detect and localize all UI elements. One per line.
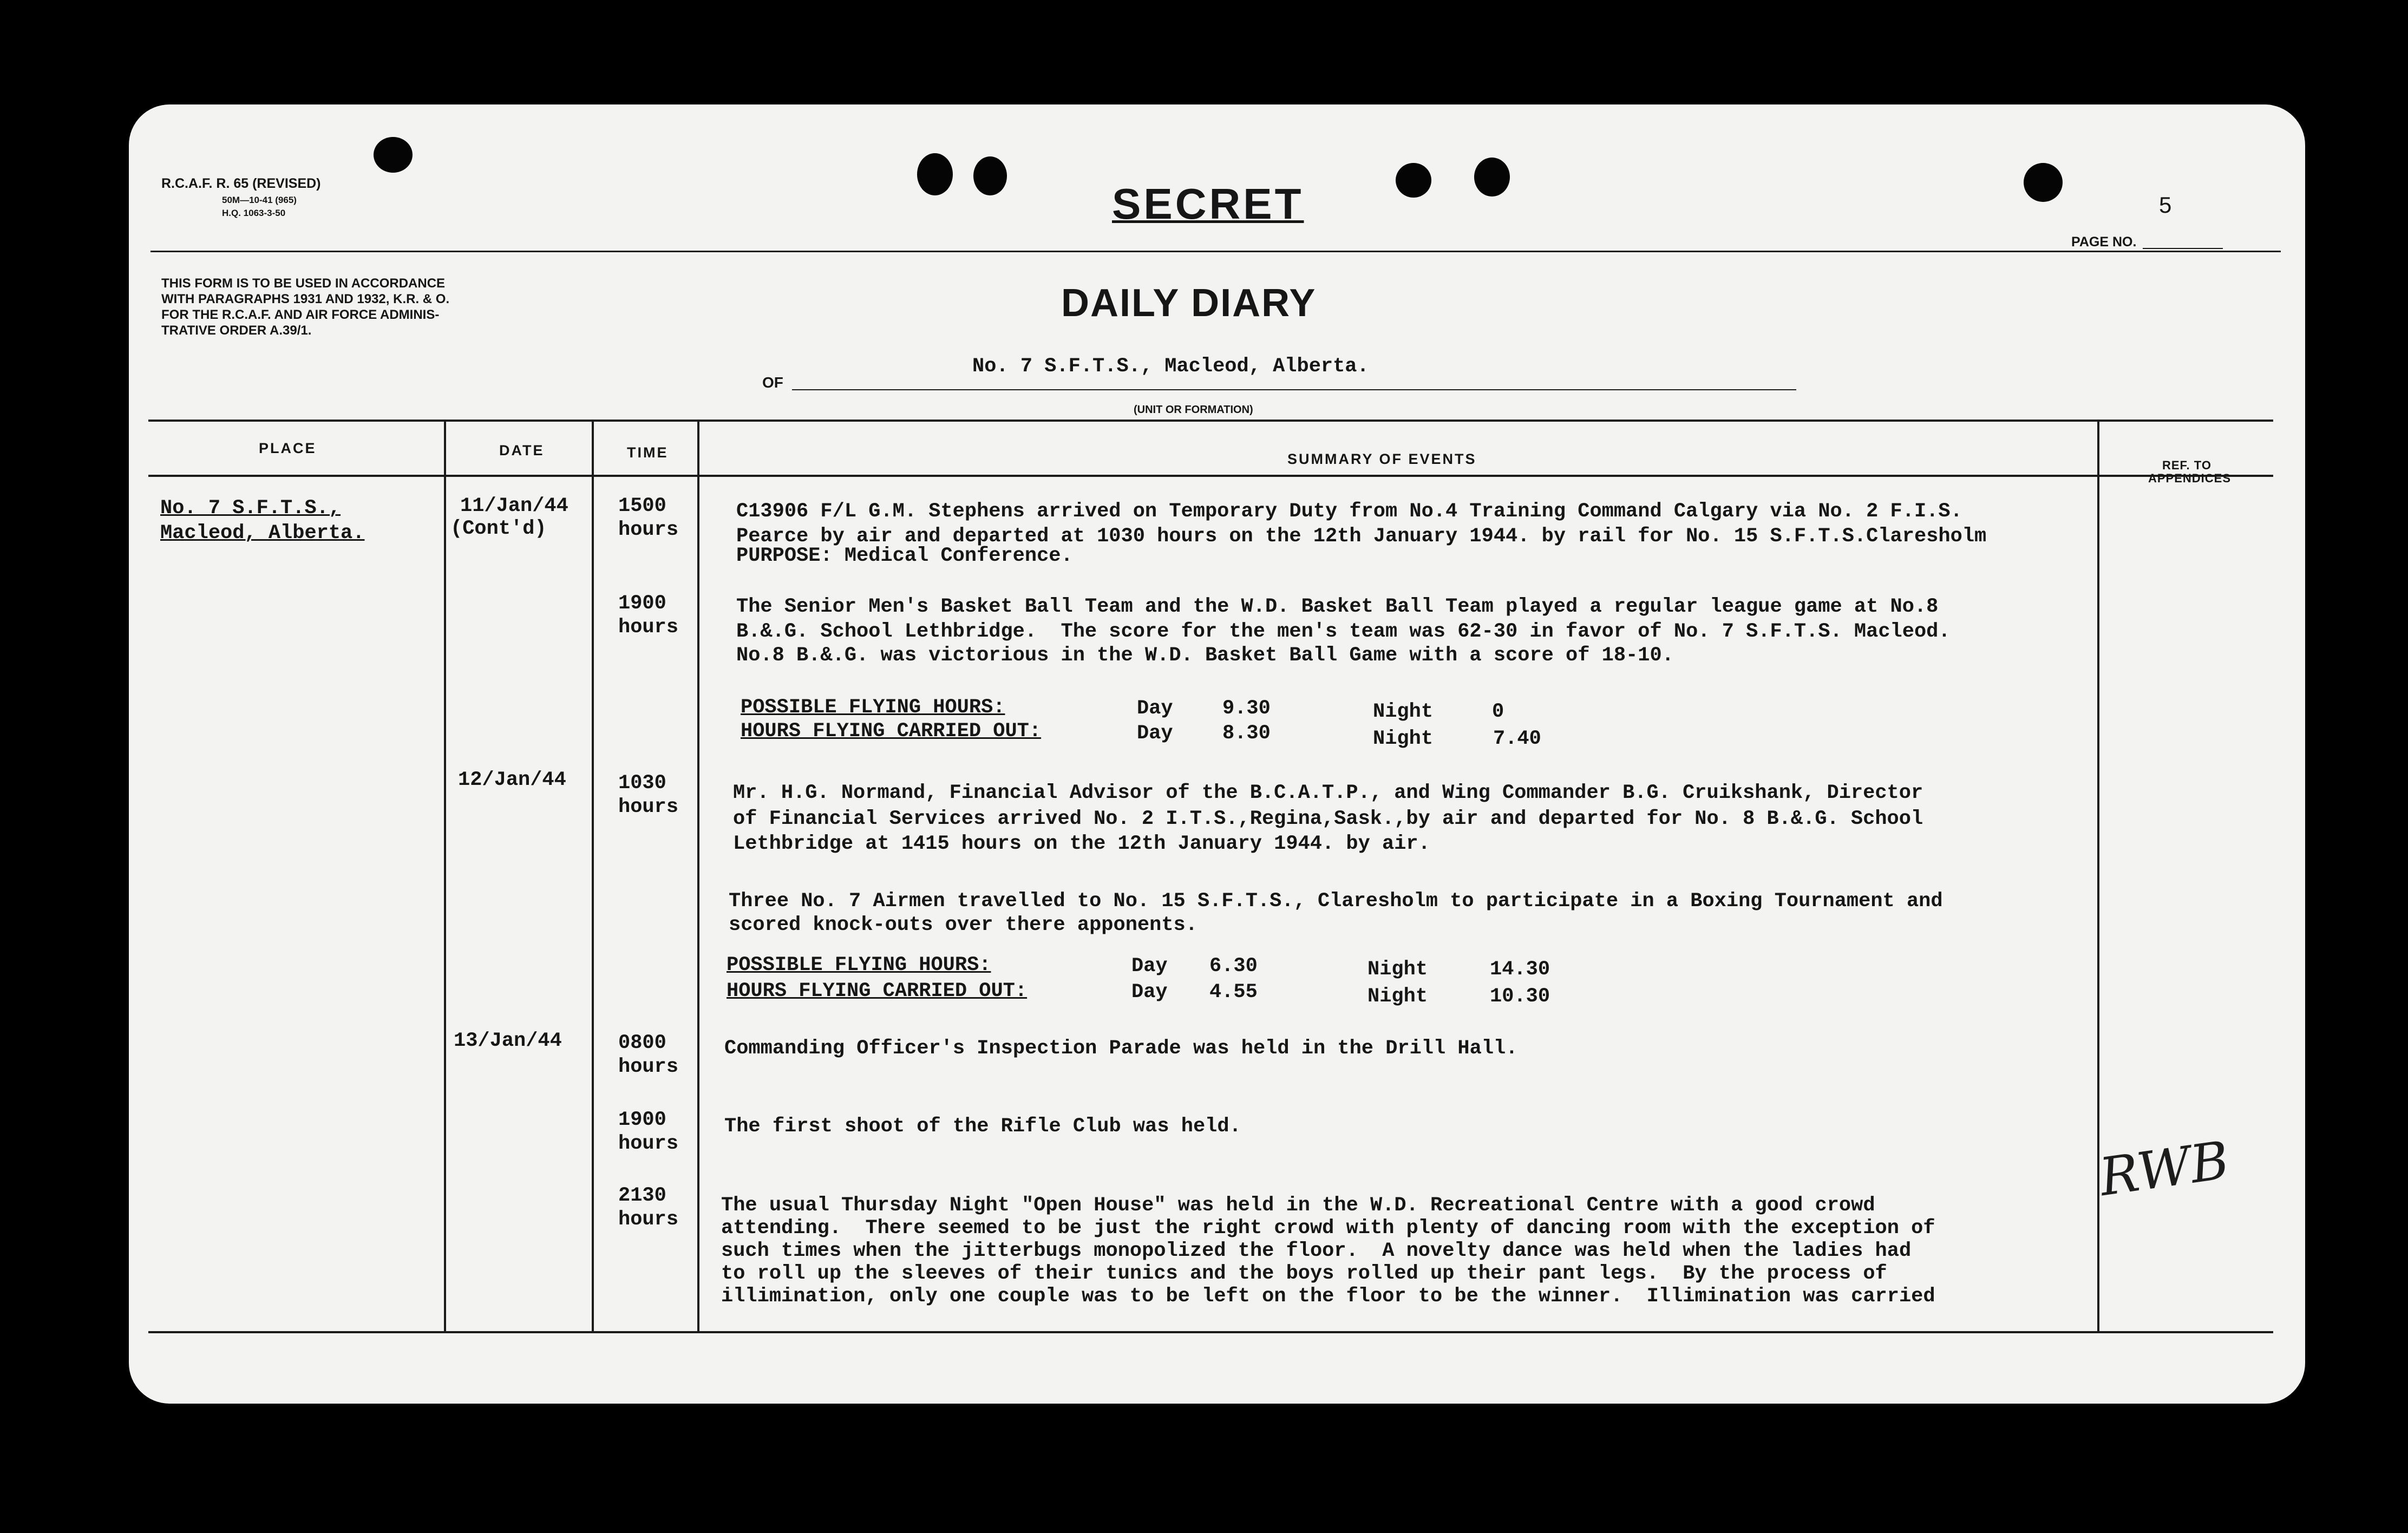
column-header-date: DATE [499, 442, 545, 458]
time-unit: hours [618, 1208, 679, 1231]
flying-hours-value: 7.40 [1493, 728, 1541, 750]
classification-stamp: SECRET [1112, 180, 1304, 228]
date-entry: 12/Jan/44 [458, 769, 566, 791]
event-text: to roll up the sleeves of their tunics and the boys rolled up their pant legs. By the process of [721, 1262, 1887, 1285]
flying-hours-label: HOURS FLYING CARRIED OUT: [727, 980, 1028, 1003]
form-number: R.C.A.F. R. 65 (REVISED) [161, 176, 321, 191]
flying-hours-value: 0 [1492, 700, 1504, 723]
punch-hole [2024, 163, 2063, 202]
unit-label: OF [762, 374, 783, 391]
unit-field [792, 389, 1796, 390]
time-unit: hours [618, 1056, 679, 1078]
event-text: Mr. H.G. Normand, Financial Advisor of the B.C.A.T.P., and Wing Commander B.G. Cruikshank, Director [733, 782, 1923, 804]
column-header-time: TIME [627, 444, 669, 461]
flying-night-label: Night [1367, 985, 1428, 1008]
flying-hours-value: 4.55 [1209, 981, 1258, 1004]
header-rule [150, 251, 2281, 252]
column-header-place: PLACE [259, 440, 317, 456]
date-entry: 13/Jan/44 [454, 1030, 562, 1052]
time-entry: 2130 [618, 1184, 666, 1207]
time-entry: 0800 [618, 1032, 666, 1054]
date-note: (Cont'd) [450, 517, 547, 540]
flying-day-label: Day [1131, 981, 1168, 1004]
event-text: of Financial Services arrived No. 2 I.T.S.,Regina,Sask.,by air and departed for No. 8 B.&.G. School [733, 808, 1923, 830]
event-text: attending. There seemed to be just the right crowd with plenty of dancing room with the exception of [721, 1217, 1935, 1240]
page-number-label: PAGE NO. [2071, 234, 2137, 250]
form-instructions: TRATIVE ORDER A.39/1. [161, 323, 312, 338]
flying-hours-label: HOURS FLYING CARRIED OUT: [741, 720, 1042, 743]
time-unit: hours [618, 1132, 679, 1155]
event-text: such times when the jitterbugs monopolized the floor. A novelty dance was held when the ladies had [721, 1240, 1912, 1262]
time-entry: 1030 [618, 772, 666, 795]
punch-hole [917, 153, 953, 195]
form-title: DAILY DIARY [1061, 281, 1317, 325]
form-instructions: FOR THE R.C.A.F. AND AIR FORCE ADMINIS- [161, 307, 440, 322]
flying-hours-value: 9.30 [1222, 697, 1271, 720]
event-text: The Senior Men's Basket Ball Team and the W.D. Basket Ball Team played a regular league game at No.8 [736, 595, 1939, 618]
form-instructions: WITH PARAGRAPHS 1931 AND 1932, K.R. & O. [161, 292, 450, 306]
punch-hole [374, 137, 413, 173]
flying-hours-value: 14.30 [1490, 958, 1550, 981]
time-entry: 1900 [618, 592, 666, 615]
event-text: The first shoot of the Rifle Club was held. [724, 1115, 1241, 1138]
handwritten-initials: RWB [2096, 1129, 2233, 1208]
flying-night-label: Night [1373, 700, 1434, 723]
form-instructions: THIS FORM IS TO BE USED IN ACCORDANCE [161, 276, 446, 291]
column-header-summary: SUMMARY OF EVENTS [1287, 451, 1477, 467]
event-text: Commanding Officer's Inspection Parade was held in the Drill Hall. [724, 1037, 1518, 1060]
column-header-ref: APPENDICES [2148, 471, 2232, 485]
form-code: 50M—10-41 (965) [222, 195, 297, 205]
event-text: C13906 F/L G.M. Stephens arrived on Temporary Duty from No.4 Training Command Calgary via No. 2 F.I.S. [736, 500, 1962, 523]
time-unit: hours [618, 519, 679, 541]
date-entry: 11/Jan/44 [460, 495, 568, 517]
time-unit: hours [618, 796, 679, 818]
event-text: scored knock-outs over there apponents. [729, 914, 1198, 936]
flying-day-label: Day [1131, 955, 1168, 978]
column-divider [592, 420, 594, 1331]
page-number: 5 [2159, 192, 2172, 218]
table-bottom-rule [148, 1331, 2273, 1333]
flying-hours-value: 8.30 [1222, 722, 1271, 745]
event-text: B.&.G. School Lethbridge. The score for the men's team was 62-30 in favor of No. 7 S.F.T.S. Macleod. [736, 620, 1951, 643]
flying-hours-label: POSSIBLE FLYING HOURS: [741, 696, 1005, 719]
unit-name: No. 7 S.F.T.S., Macleod, Alberta. [972, 355, 1369, 378]
table-top-rule [148, 420, 2273, 422]
time-unit: hours [618, 616, 679, 639]
page-number-field [2143, 248, 2223, 249]
event-text: Pearce by air and departed at 1030 hours on the 12th January 1944. by rail for No. 15 S.F.T.S.Claresholm [736, 525, 1987, 548]
flying-hours-value: 10.30 [1490, 985, 1550, 1008]
event-text: No.8 B.&.G. was victorious in the W.D. Basket Ball Game with a score of 18-10. [736, 644, 1674, 667]
place-name: Macleod, Alberta. [160, 522, 365, 545]
flying-day-label: Day [1137, 722, 1173, 745]
column-divider [697, 420, 699, 1331]
flying-night-label: Night [1373, 728, 1434, 750]
flying-day-label: Day [1137, 697, 1173, 720]
punch-hole [973, 156, 1007, 195]
flying-hours-value: 6.30 [1209, 955, 1258, 978]
unit-caption: (UNIT OR FORMATION) [1134, 404, 1253, 416]
flying-hours-label: POSSIBLE FLYING HOURS: [727, 954, 991, 977]
punch-hole [1474, 158, 1510, 196]
flying-night-label: Night [1367, 958, 1428, 981]
column-header-ref: REF. TO [2162, 458, 2211, 472]
punch-hole [1396, 163, 1431, 198]
table-header-rule [148, 475, 2273, 477]
column-divider [2097, 420, 2099, 1331]
time-entry: 1500 [618, 495, 666, 517]
place-name: No. 7 S.F.T.S., [160, 497, 341, 520]
form-code: H.Q. 1063-3-50 [222, 208, 286, 218]
event-text: The usual Thursday Night "Open House" was held in the W.D. Recreational Centre with a good crowd [721, 1194, 1875, 1217]
event-text: PURPOSE: Medical Conference. [736, 545, 1073, 567]
time-entry: 1900 [618, 1109, 666, 1131]
event-text: illimination, only one couple was to be left on the floor to be the winner. Illimination was carried [721, 1285, 1935, 1308]
diary-page [129, 104, 2305, 1404]
column-divider [444, 420, 446, 1331]
event-text: Lethbridge at 1415 hours on the 12th January 1944. by air. [733, 833, 1430, 855]
event-text: Three No. 7 Airmen travelled to No. 15 S.F.T.S., Claresholm to participate in a Boxing Tournament and [729, 890, 1943, 913]
